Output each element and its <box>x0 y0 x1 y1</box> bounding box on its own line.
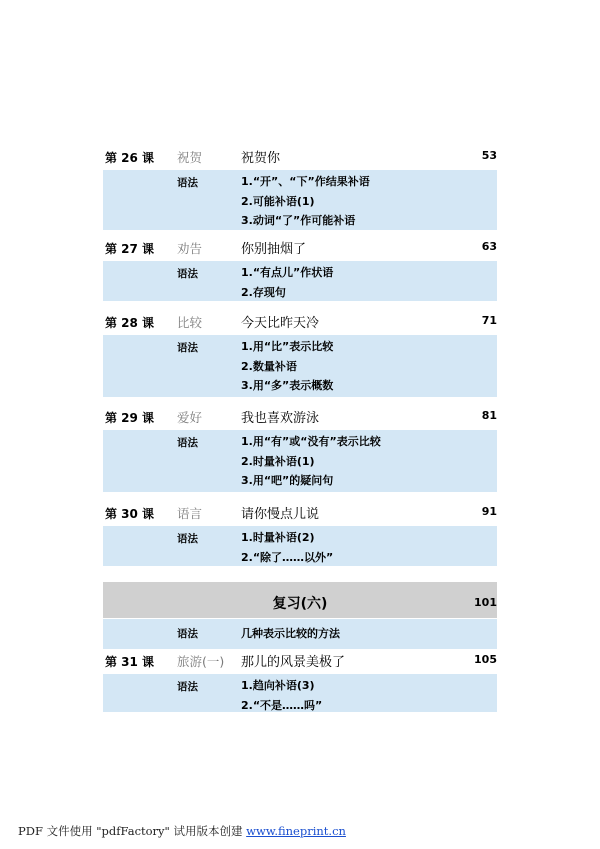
lesson-topic: 劝告 <box>177 241 203 256</box>
lesson-26 <box>103 145 497 230</box>
lesson-header <box>103 310 497 334</box>
pdf-footer <box>18 823 346 839</box>
grammar-label: 语法 <box>177 437 198 449</box>
lesson-number: 第 31 课 <box>105 655 155 669</box>
grammar-point: 2.可能补语(1) <box>241 194 315 208</box>
lesson-header <box>103 145 497 169</box>
lesson-27 <box>103 236 497 301</box>
footer-text: PDF 文件使用 "pdfFactory" 试用版本创建 <box>18 824 247 838</box>
grammar-section <box>103 525 497 566</box>
grammar-point: 1.“有点儿”作状语 <box>241 266 334 279</box>
lesson-header <box>103 501 497 525</box>
grammar-point: 3.用“吧”的疑问句 <box>241 474 334 487</box>
grammar-point: 1.用“比”表示比较 <box>241 340 334 353</box>
grammar-point: 2.“除了……以外” <box>241 550 334 564</box>
lesson-29 <box>103 405 497 492</box>
lesson-number: 第 29 课 <box>105 411 155 425</box>
grammar-section <box>103 673 497 712</box>
lesson-title: 你别抽烟了 <box>241 242 307 257</box>
lesson-number: 第 27 课 <box>105 242 155 256</box>
grammar-point: 2.数量补语 <box>241 359 297 373</box>
grammar-label: 语法 <box>177 681 198 693</box>
review-title: 复习(六) <box>272 596 328 612</box>
grammar-label: 语法 <box>177 628 198 640</box>
grammar-section <box>103 169 497 230</box>
lesson-31 <box>103 649 497 712</box>
grammar-point: 1.时量补语(2) <box>241 531 315 544</box>
grammar-point: 几种表示比较的方法 <box>241 627 340 640</box>
grammar-label: 语法 <box>177 533 198 545</box>
lesson-number: 第 30 课 <box>105 507 155 521</box>
lesson-header <box>103 405 497 429</box>
lesson-number: 第 28 课 <box>105 316 155 330</box>
grammar-point: 3.用“多”表示概数 <box>241 379 334 392</box>
footer-link[interactable]: www.fineprint.cn <box>246 824 346 838</box>
page-number: 81 <box>481 409 497 422</box>
lesson-title: 祝贺你 <box>241 151 281 166</box>
lesson-title: 今天比昨天冷 <box>241 316 320 331</box>
lesson-topic: 语言 <box>177 506 203 521</box>
grammar-point: 2.时量补语(1) <box>241 454 315 468</box>
page-number: 63 <box>481 240 497 253</box>
page-number: 101 <box>474 596 497 609</box>
lesson-topic: 爱好 <box>177 410 203 425</box>
lesson-title: 请你慢点儿说 <box>241 507 320 522</box>
lesson-number: 第 26 课 <box>105 151 155 165</box>
grammar-point: 3.动词“了”作可能补语 <box>241 214 356 227</box>
grammar-point: 1.“开”、“下”作结果补语 <box>241 175 370 188</box>
lesson-30 <box>103 501 497 566</box>
grammar-section <box>103 334 497 397</box>
page-number: 71 <box>481 314 497 327</box>
grammar-label: 语法 <box>177 342 198 354</box>
grammar-section <box>103 429 497 492</box>
grammar-point: 2.“不是……吗” <box>241 698 323 712</box>
grammar-point: 1.趋向补语(3) <box>241 679 315 692</box>
page-number: 91 <box>481 505 497 518</box>
grammar-section <box>103 260 497 301</box>
review-header <box>103 582 497 618</box>
lesson-topic: 比较 <box>177 315 203 330</box>
page-number: 105 <box>474 653 497 666</box>
page-number: 53 <box>481 149 497 162</box>
lesson-title: 那儿的风景美极了 <box>241 655 346 670</box>
lesson-topic: 祝贺 <box>177 150 203 165</box>
grammar-point: 2.存现句 <box>241 285 286 299</box>
lesson-topic: 旅游(一) <box>177 654 225 669</box>
lesson-header <box>103 236 497 260</box>
grammar-point: 1.用“有”或“没有”表示比较 <box>241 435 381 448</box>
review-section <box>103 582 497 649</box>
grammar-section <box>103 618 497 649</box>
grammar-label: 语法 <box>177 268 198 280</box>
lesson-title: 我也喜欢游泳 <box>241 411 320 426</box>
lesson-28 <box>103 310 497 397</box>
lesson-header <box>103 649 497 673</box>
grammar-label: 语法 <box>177 177 198 189</box>
